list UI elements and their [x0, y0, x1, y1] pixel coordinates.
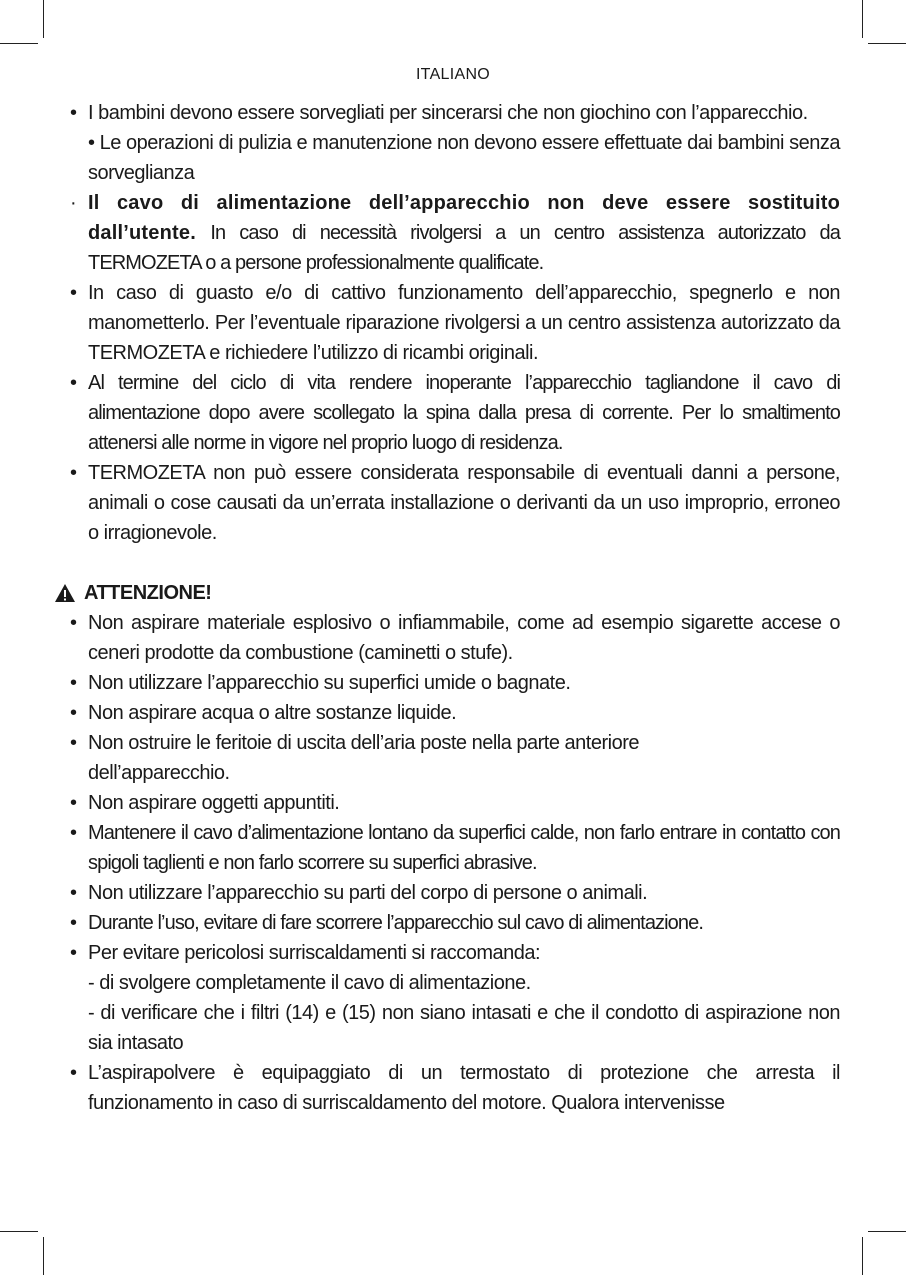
crop-mark-bottom-right-horizontal — [868, 1231, 906, 1232]
sub-list-item: - di verificare che i filtri (14) e (15) non siano intasati e che il condotto di aspirazione non sia intasato — [88, 1002, 840, 1054]
list-item — [70, 938, 840, 968]
list-item-text: Non ostruire le feritoie di uscita dell’aria poste nella parte anteriore dell’apparecchio. — [88, 732, 639, 784]
bullet-dot: · — [70, 192, 77, 214]
crop-mark-bottom-left-horizontal — [0, 1231, 38, 1232]
list-item — [70, 788, 840, 818]
page-header-language: ITALIANO — [415, 66, 491, 83]
bold-warning-text: Il cavo di alimentazione dell’apparecchio non deve essere sostituito dall’utente. — [88, 192, 840, 244]
crop-mark-bottom-right-vertical — [862, 1237, 863, 1275]
list-item-text: Per evitare pericolosi surriscaldamenti si raccomanda: — [88, 942, 541, 964]
list-item — [70, 608, 840, 668]
crop-mark-top-left-vertical — [43, 0, 44, 38]
list-item-text: L’aspirapolvere è equipaggiato di un termostato di protezione che arresta il funzionamento in caso di surriscaldamento del motore. Qualora intervenisse — [88, 1062, 840, 1114]
list-item — [70, 98, 840, 128]
crop-mark-top-right-vertical — [862, 0, 863, 38]
list-item-text: Non aspirare acqua o altre sostanze liquide. — [88, 702, 457, 724]
list-item — [70, 188, 840, 278]
bullet-dot: • — [70, 462, 77, 484]
list-item-text: Non aspirare oggetti appuntiti. — [88, 792, 340, 814]
bullet-dot: • — [70, 102, 77, 124]
list-item-text: Durante l’uso, evitare di fare scorrere l’apparecchio sul cavo di alimentazione. — [88, 912, 704, 934]
list-item-text: Non utilizzare l’apparecchio su parti del corpo di persone o animali. — [88, 882, 648, 904]
list-item-text — [88, 188, 840, 278]
list-item — [70, 728, 840, 788]
list-item — [70, 278, 840, 368]
bullet-dot: • — [70, 282, 77, 304]
bullet-dot: • — [70, 732, 77, 754]
bullet-dot: • — [70, 372, 77, 394]
list-item — [70, 1058, 840, 1118]
list-item-text: Non utilizzare l’apparecchio su superfici umide o bagnate. — [88, 672, 571, 694]
bullet-dot: • — [70, 612, 77, 634]
crop-mark-top-left-horizontal — [0, 43, 38, 44]
sub-list-item: - di svolgere completamente il cavo di alimentazione. — [88, 972, 531, 994]
bullet-dot: • — [70, 792, 77, 814]
list-item — [70, 458, 840, 548]
list-item-text: I bambini devono essere sorvegliati per sincerarsi che non giochino con l’apparecchio. — [88, 102, 808, 124]
list-item — [70, 908, 840, 938]
bullet-dot: • — [70, 822, 77, 844]
spacer — [70, 548, 840, 578]
bullet-dot: • — [70, 1062, 77, 1084]
list-item-text: TERMOZETA non può essere considerata responsabile di eventuali danni a persone, animali o cose causati da un’errata installazione o derivanti da un uso improprio, erroneo o irragionevole. — [88, 462, 840, 544]
list-item-text: Mantenere il cavo d’alimentazione lontano da superfici calde, non farlo entrare in contatto con spigoli taglienti e non farlo scorrere su superfici abrasive. — [88, 822, 840, 874]
list-item-text: Non aspirare materiale esplosivo o infiammabile, come ad esempio sigarette accese o ceneri prodotte da combustione (caminetti o stufe). — [88, 612, 840, 664]
list-item-text: In caso di necessità rivolgersi a un centro assistenza autorizzato da TERMOZETA o a persone professionalmente qualificate. — [88, 222, 840, 274]
attention-title: ATTENZIONE! — [84, 582, 212, 604]
document-body — [70, 98, 840, 1118]
list-item — [70, 368, 840, 458]
list-item — [70, 878, 840, 908]
list-item — [70, 668, 840, 698]
list-item — [70, 698, 840, 728]
crop-mark-top-right-horizontal — [868, 43, 906, 44]
bullet-dot: • — [70, 912, 77, 934]
list-item-text: In caso di guasto e/o di cattivo funzionamento dell’apparecchio, spegnerlo e non manometterlo. Per l’eventuale riparazione rivolgersi a un centro assistenza autorizzato da TERMOZETA e richiedere l’utilizzo di ricambi originali. — [88, 282, 840, 364]
bullet-dot: • — [70, 702, 77, 724]
list-item-text: Al termine del ciclo di vita rendere inoperante l’apparecchio tagliandone il cavo di alimentazione dopo avere scollegato la spina dalla presa di corrente. Per lo smaltimento attenersi alle norme in vigore nel proprio luogo di residenza. — [88, 372, 840, 454]
warning-triangle-icon — [54, 583, 76, 603]
bullet-dot: • — [70, 882, 77, 904]
bullet-dot: • — [70, 672, 77, 694]
list-item-text: • Le operazioni di pulizia e manutenzione non devono essere effettuate dai bambini senza sorveglianza — [88, 132, 840, 184]
attention-heading — [54, 578, 840, 608]
list-item — [70, 818, 840, 878]
bullet-dot: • — [70, 942, 77, 964]
crop-mark-bottom-left-vertical — [43, 1237, 44, 1275]
